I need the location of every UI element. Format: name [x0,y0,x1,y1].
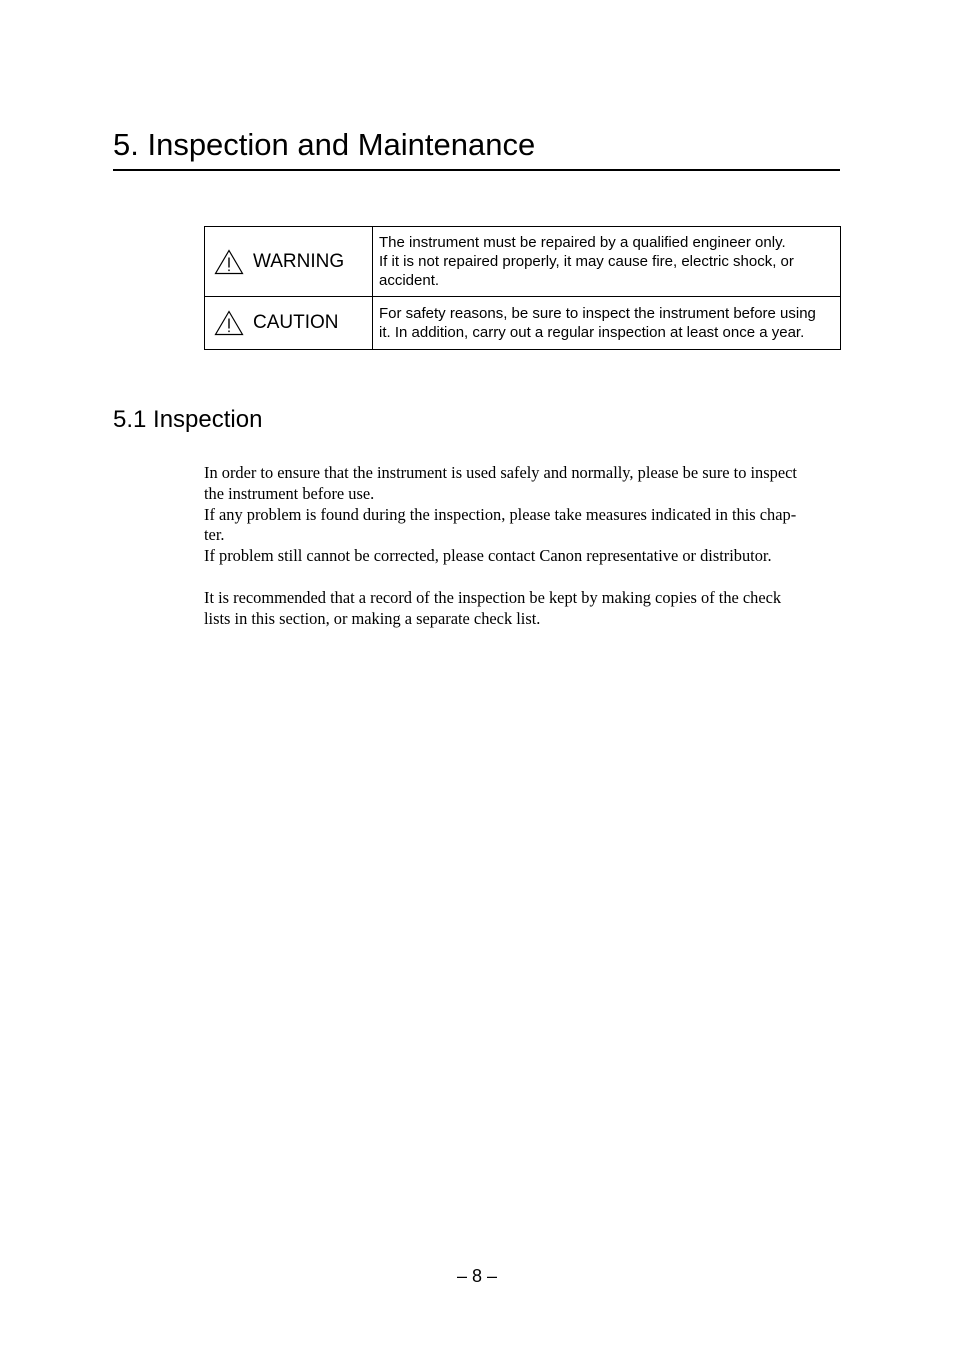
warning-message-line: If it is not repaired properly, it may cause fire, electric shock, or [379,252,794,270]
caution-row [205,297,841,350]
caution-message-line: For safety reasons, be sure to inspect the instrument before using [379,304,816,322]
caution-label: CAUTION [253,312,339,333]
warning-message-line: The instrument must be repaired by a qualified engineer only. [379,233,786,251]
body-line: the instrument before use. [204,483,375,503]
caution-message-line: it. In addition, carry out a regular inspection at least once a year. [379,323,805,341]
caution-label-cell [205,297,373,350]
warning-label-cell [205,227,373,297]
warning-message [373,227,841,297]
body-line: lists in this section, or making a separate check list. [204,608,541,628]
body-line: In order to ensure that the instrument is used safely and normally, please be sure to inspect [204,463,797,482]
body-text [204,463,844,629]
safety-notice-table [204,226,841,350]
warning-triangle-icon [214,310,244,336]
warning-message-line: accident. [379,271,440,289]
body-line: ter. [204,525,225,545]
warning-label: WARNING [253,250,345,272]
page-number: – 8 – [456,1266,498,1286]
paragraph-gap [204,567,844,588]
warning-triangle-icon [214,249,244,275]
warning-row [205,227,841,297]
body-line: It is recommended that a record of the inspection be kept by making copies of the check [204,587,782,607]
body-line: If any problem is found during the inspection, please take measures indicated in this chap- [204,504,797,524]
section-title: 5.1 Inspection [113,406,263,433]
caution-message [373,297,841,350]
body-line: If problem still cannot be corrected, please contact Canon representative or distributor. [204,546,772,566]
chapter-title: 5. Inspection and Maintenance [113,126,840,171]
